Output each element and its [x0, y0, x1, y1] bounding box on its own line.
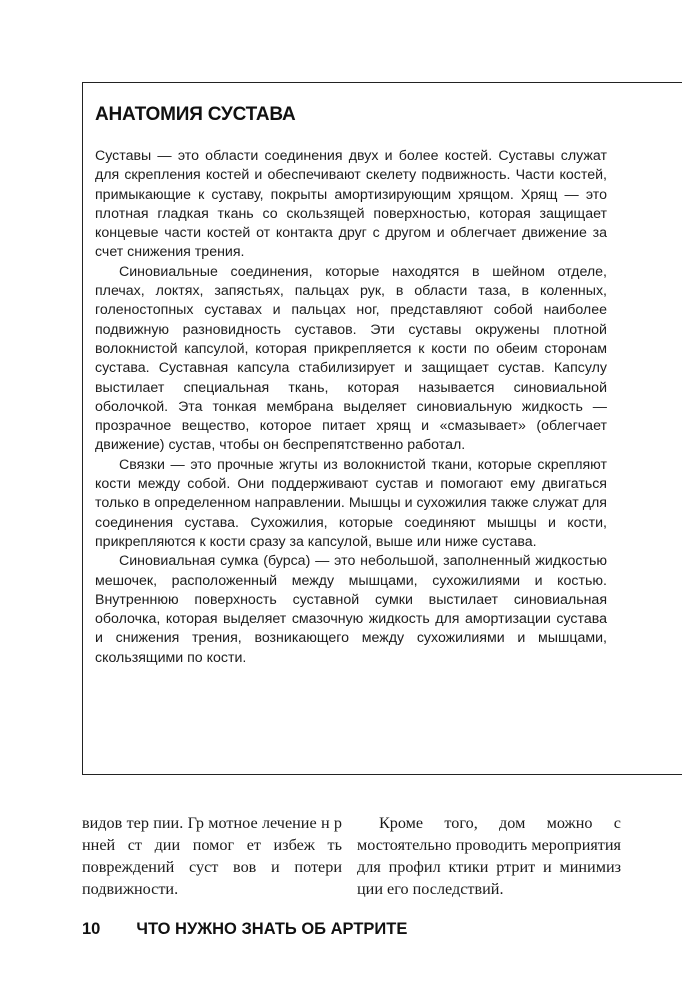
sidebar-paragraph: Суставы — это области соединения двух и более костей. Суставы служат для скрепления костей и обеспечивают скелету подвижность. Части костей, примыкающие к суставу, покрыты амортизирующим хрящом. Хрящ — это плотная гладкая ткань со скользящей поверхностью, которая защищает концевые части костей от контакта друг с другом и облегчает движение за счет снижения трения.: [95, 148, 607, 261]
sidebar-title: АНАТОМИЯ СУСТАВА: [95, 104, 296, 125]
page-footer: [82, 920, 407, 939]
left-column-paragraph: видов тер пии. Гр мотное лечение н р нней ст дии помог ет избеж ть повреждений суст вов и потери подвижности.: [82, 814, 342, 898]
main-text-left-column: [82, 812, 342, 900]
sidebar-paragraph: Синовиальная сумка (бурса) — это небольшой, заполненный жидкостью мешочек, расположенный между мышцами, сухожилиями и костью. Внутреннюю поверхность суставной сумки выстилает синовиальная оболочка, которая выделяет смазочную жидкость для амортизации сустава и снижения трения, возникающего между сухожилиями и мышцами, скользящими по кости.: [95, 553, 607, 666]
sidebar-body: [95, 147, 607, 668]
main-text-right-column: [357, 812, 621, 900]
sidebar-paragraph: Связки — это прочные жгуты из волокнистой ткани, которые скрепляют кости между собой. Они поддерживают сустав и помогают ему двигаться только в определенном направлении. Мышцы и сухожилия также служат для соединения сустава. Сухожилия, которые соединяют мышцы и кости, прикрепляются к кости сразу за капсулой, выше или ниже сустава.: [95, 456, 607, 550]
running-title: ЧТО НУЖНО ЗНАТЬ ОБ АРТРИТЕ: [136, 920, 408, 938]
page-number: 10: [82, 920, 101, 938]
sidebar-paragraph: Синовиальные соединения, которые находятся в шейном отделе, плечах, локтях, запястьях, пальцах рук, в области таза, в коленных, голеностопных суставах и пальцах ног, представляют собой наиболее подвижную разновидность суставов. Эти суставы окружены плотной волокнистой капсулой, которая прикрепляется к кости по обеим сторонам сустава. Суставная капсула стабилизирует и защищает сустав. Капсулу выстилает специальная ткань, которая называется синовиальной оболочкой. Эта тонкая мембрана выделяет синовиальную жидкость — прозрачное вещество, которое питает хрящ и «смазывает» (облегчает движение) сустав, чтобы он беспрепятственно работал.: [95, 263, 607, 454]
right-column-paragraph: Кроме того, дом можно с мостоятельно проводить мероприятия для профил ктики ртрит и минимиз ции его последствий.: [357, 814, 621, 898]
